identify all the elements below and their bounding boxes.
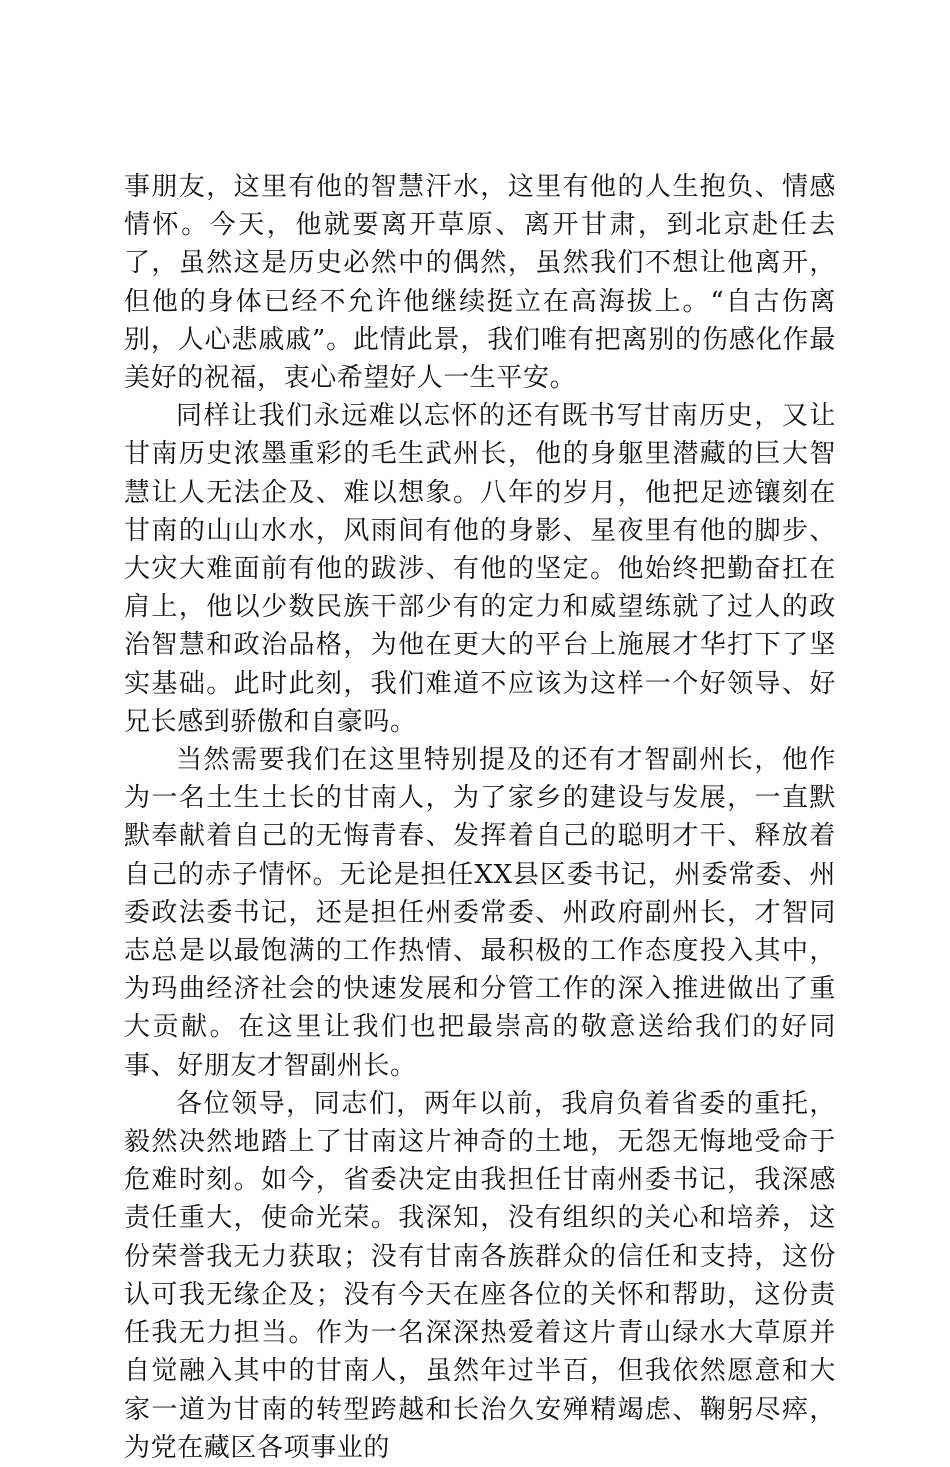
paragraph-address: 各位领导，同志们，两年以前，我肩负着省委的重托，毅然决然地踏上了甘南这片神奇的土地，无怨无悔地受命于危难时刻。如今，省委决定由我担任甘南州委书记，我深感责任重大，使命光荣。我深知，没有组织的关心和培养，这份荣誉我无力获取；没有甘南各族群众的信任和支持，这份认可我无缘企及；没有今天在座各位的关怀和帮助，这份责任我无力担当。作为一名深深热爱着这片青山绿水大草原并自觉融入其中的甘南人，虽然年过半百，但我依然愿意和大家一道为甘南的转型跨越和长治久安殚精竭虑、鞠躬尽瘁，为党在藏区各项事业的	[124, 1088, 836, 1463]
paragraph-cai-zhi: 当然需要我们在这里特别提及的还有才智副州长，他作为一名土生土长的甘南人，为了家乡的建设与发展，一直默默奉献着自己的无悔青春、发挥着自己的聪明才干、释放着自己的赤子情怀。无论是担任XX县区委书记，州委常委、州委政法委书记，还是担任州委常委、州政府副州长，才智同志总是以最饱满的工作热情、最积极的工作态度投入其中，为玛曲经济社会的快速发展和分管工作的深入推进做出了重大贡献。在这里让我们也把最崇高的敬意送给我们的好同事、好朋友才智副州长。	[124, 745, 836, 1081]
paragraph-continued: 事朋友，这里有他的智慧汗水，这里有他的人生抱负、情感情怀。今天，他就要离开草原、离开甘肃，到北京赴任去了，虽然这是历史必然中的偶然，虽然我们不想让他离开，但他的身体已经不允许他继续挺立在高海拔上。“自古伤离别，人心悲戚戚”。此情此景，我们唯有把离别的伤感化作最美好的祝福，衷心希望好人一生平安。	[124, 172, 836, 394]
body-text	[124, 168, 836, 1467]
paragraph-mao-shengwu: 同样让我们永远难以忘怀的还有既书写甘南历史，又让甘南历史浓墨重彩的毛生武州长，他的身躯里潜藏的巨大智慧让人无法企及、难以想象。八年的岁月，他把足迹镶刻在甘南的山山水水，风雨间有他的身影、星夜里有他的脚步、大灾大难面前有他的跋涉、有他的坚定。他始终把勤奋扛在肩上，他以少数民族干部少有的定力和威望练就了过人的政治智慧和政治品格，为他在更大的平台上施展才华打下了坚实基础。此时此刻，我们难道不应该为这样一个好领导、好兄长感到骄傲和自豪吗。	[124, 401, 836, 737]
